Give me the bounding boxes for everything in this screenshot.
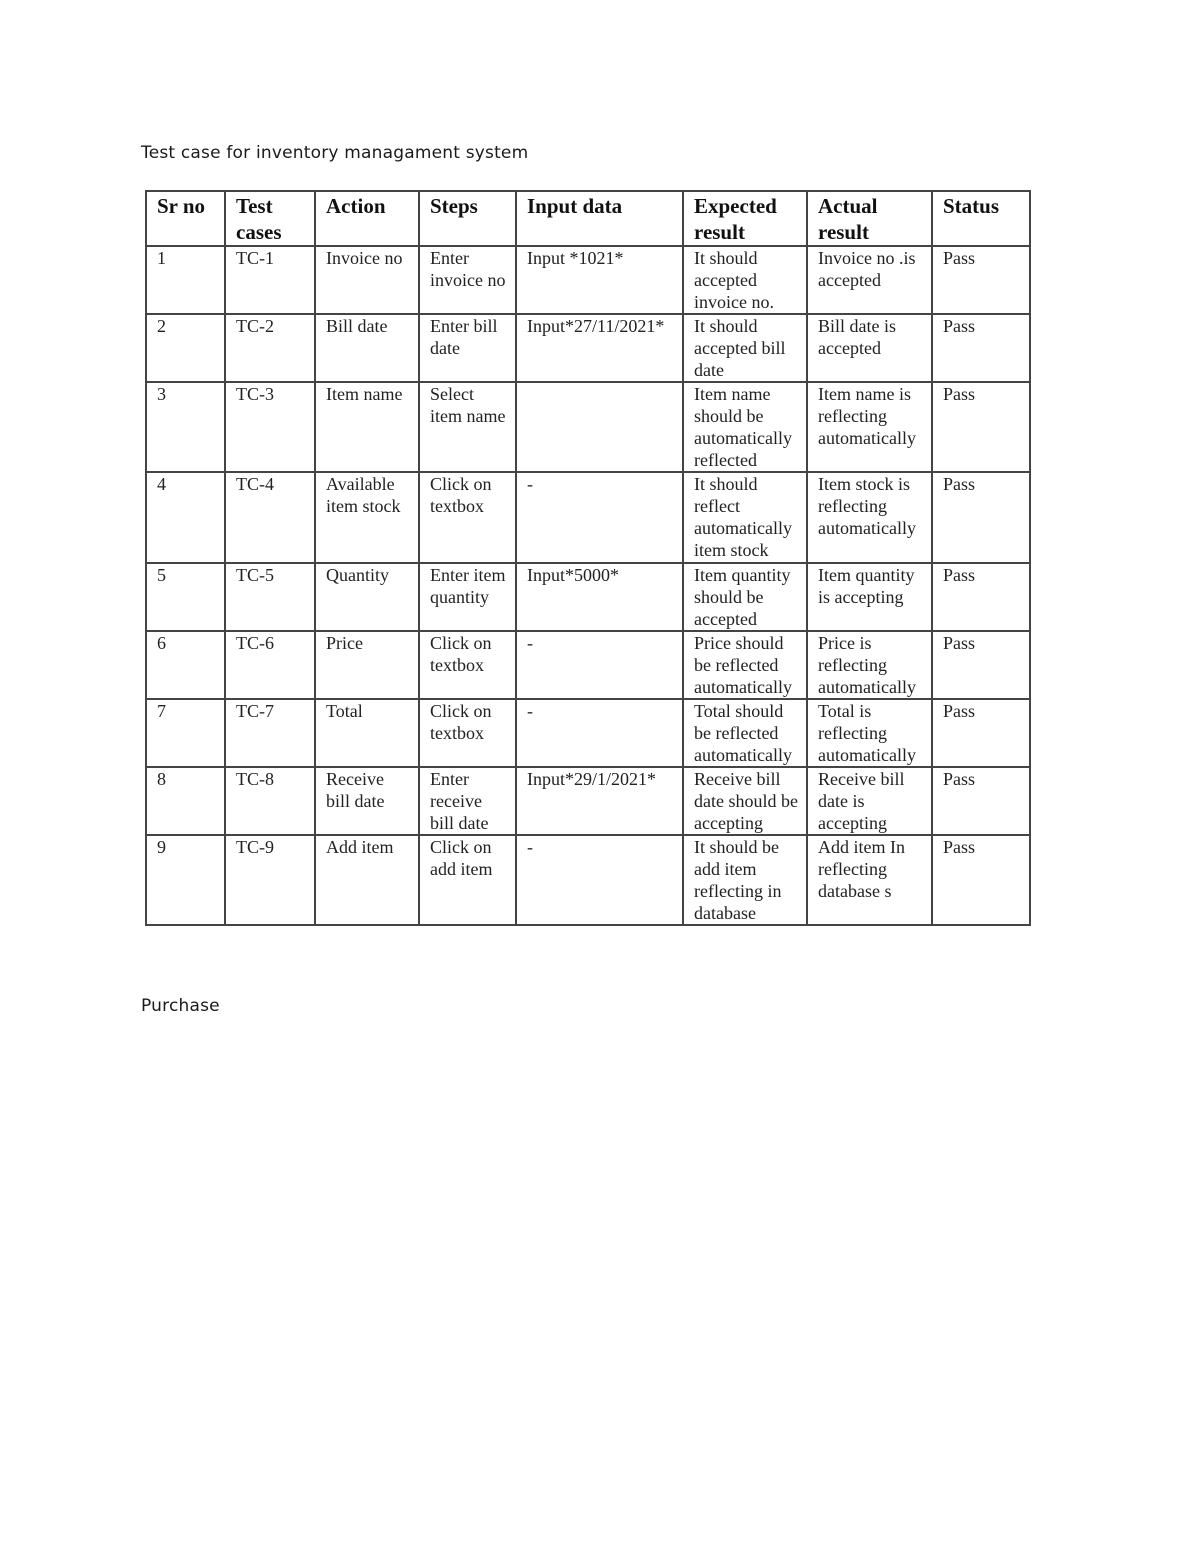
cell-sr-no: 9 bbox=[146, 835, 225, 925]
cell-input-data: - bbox=[516, 699, 683, 767]
cell-action: Quantity bbox=[315, 563, 419, 631]
cell-action: Available item stock bbox=[315, 472, 419, 563]
cell-test-case: TC-9 bbox=[225, 835, 315, 925]
cell-input-data: - bbox=[516, 631, 683, 699]
cell-sr-no: 8 bbox=[146, 767, 225, 835]
column-header-sr-no: Sr no bbox=[146, 191, 225, 246]
cell-actual-result: Item quantity is accepting bbox=[807, 563, 932, 631]
cell-steps: Click on textbox bbox=[419, 472, 516, 563]
cell-action: Price bbox=[315, 631, 419, 699]
column-header-steps: Steps bbox=[419, 191, 516, 246]
column-header-expected-result: Expected result bbox=[683, 191, 807, 246]
page-title: Test case for inventory managament system bbox=[141, 143, 529, 163]
cell-status: Pass bbox=[932, 835, 1030, 925]
cell-status: Pass bbox=[932, 314, 1030, 382]
cell-status: Pass bbox=[932, 767, 1030, 835]
cell-expected-result: It should accepted bill date bbox=[683, 314, 807, 382]
cell-action: Add item bbox=[315, 835, 419, 925]
cell-sr-no: 5 bbox=[146, 563, 225, 631]
cell-input-data: - bbox=[516, 835, 683, 925]
column-header-action: Action bbox=[315, 191, 419, 246]
table-row bbox=[146, 767, 1030, 835]
cell-actual-result: Invoice no .is accepted bbox=[807, 246, 932, 314]
test-case-table bbox=[145, 190, 1031, 926]
cell-status: Pass bbox=[932, 246, 1030, 314]
cell-status: Pass bbox=[932, 382, 1030, 472]
cell-action: Invoice no bbox=[315, 246, 419, 314]
cell-status: Pass bbox=[932, 563, 1030, 631]
cell-action: Total bbox=[315, 699, 419, 767]
cell-steps: Select item name bbox=[419, 382, 516, 472]
column-header-test-cases: Test cases bbox=[225, 191, 315, 246]
cell-test-case: TC-7 bbox=[225, 699, 315, 767]
cell-expected-result: It should reflect automatically item stock bbox=[683, 472, 807, 563]
cell-action: Receive bill date bbox=[315, 767, 419, 835]
section-heading-purchase: Purchase bbox=[141, 996, 220, 1016]
cell-input-data: Input*29/1/2021* bbox=[516, 767, 683, 835]
table-row bbox=[146, 382, 1030, 472]
cell-expected-result: Total should be reflected automatically bbox=[683, 699, 807, 767]
cell-steps: Enter bill date bbox=[419, 314, 516, 382]
cell-sr-no: 2 bbox=[146, 314, 225, 382]
cell-expected-result: It should accepted invoice no. bbox=[683, 246, 807, 314]
cell-test-case: TC-3 bbox=[225, 382, 315, 472]
cell-expected-result: It should be add item reflecting in database bbox=[683, 835, 807, 925]
column-header-status: Status bbox=[932, 191, 1030, 246]
cell-steps: Click on textbox bbox=[419, 699, 516, 767]
cell-expected-result: Receive bill date should be accepting bbox=[683, 767, 807, 835]
cell-expected-result: Item quantity should be accepted bbox=[683, 563, 807, 631]
column-header-input-data: Input data bbox=[516, 191, 683, 246]
cell-actual-result: Item stock is reflecting automatically bbox=[807, 472, 932, 563]
cell-test-case: TC-8 bbox=[225, 767, 315, 835]
cell-test-case: TC-1 bbox=[225, 246, 315, 314]
table-row bbox=[146, 835, 1030, 925]
cell-actual-result: Add item In reflecting database s bbox=[807, 835, 932, 925]
table-row bbox=[146, 314, 1030, 382]
cell-sr-no: 7 bbox=[146, 699, 225, 767]
cell-input-data: Input*5000* bbox=[516, 563, 683, 631]
cell-expected-result: Price should be reflected automatically bbox=[683, 631, 807, 699]
table-row bbox=[146, 699, 1030, 767]
cell-steps: Click on add item bbox=[419, 835, 516, 925]
cell-steps: Enter item quantity bbox=[419, 563, 516, 631]
cell-input-data: Input *1021* bbox=[516, 246, 683, 314]
table-row bbox=[146, 631, 1030, 699]
cell-expected-result: Item name should be automatically reflected bbox=[683, 382, 807, 472]
cell-input-data: - bbox=[516, 472, 683, 563]
cell-action: Item name bbox=[315, 382, 419, 472]
table-row bbox=[146, 472, 1030, 563]
cell-sr-no: 4 bbox=[146, 472, 225, 563]
table-header-row bbox=[146, 191, 1030, 246]
cell-sr-no: 1 bbox=[146, 246, 225, 314]
cell-actual-result: Price is reflecting automatically bbox=[807, 631, 932, 699]
cell-test-case: TC-2 bbox=[225, 314, 315, 382]
cell-test-case: TC-4 bbox=[225, 472, 315, 563]
cell-input-data bbox=[516, 382, 683, 472]
cell-actual-result: Bill date is accepted bbox=[807, 314, 932, 382]
cell-input-data: Input*27/11/2021* bbox=[516, 314, 683, 382]
cell-action: Bill date bbox=[315, 314, 419, 382]
cell-actual-result: Total is reflecting automatically bbox=[807, 699, 932, 767]
table-row bbox=[146, 246, 1030, 314]
table-row bbox=[146, 563, 1030, 631]
cell-steps: Enter invoice no bbox=[419, 246, 516, 314]
cell-status: Pass bbox=[932, 631, 1030, 699]
cell-test-case: TC-5 bbox=[225, 563, 315, 631]
cell-actual-result: Receive bill date is accepting bbox=[807, 767, 932, 835]
cell-sr-no: 6 bbox=[146, 631, 225, 699]
cell-test-case: TC-6 bbox=[225, 631, 315, 699]
cell-sr-no: 3 bbox=[146, 382, 225, 472]
cell-status: Pass bbox=[932, 699, 1030, 767]
cell-steps: Enter receive bill date bbox=[419, 767, 516, 835]
column-header-actual-result: Actual result bbox=[807, 191, 932, 246]
cell-steps: Click on textbox bbox=[419, 631, 516, 699]
cell-status: Pass bbox=[932, 472, 1030, 563]
cell-actual-result: Item name is reflecting automatically bbox=[807, 382, 932, 472]
